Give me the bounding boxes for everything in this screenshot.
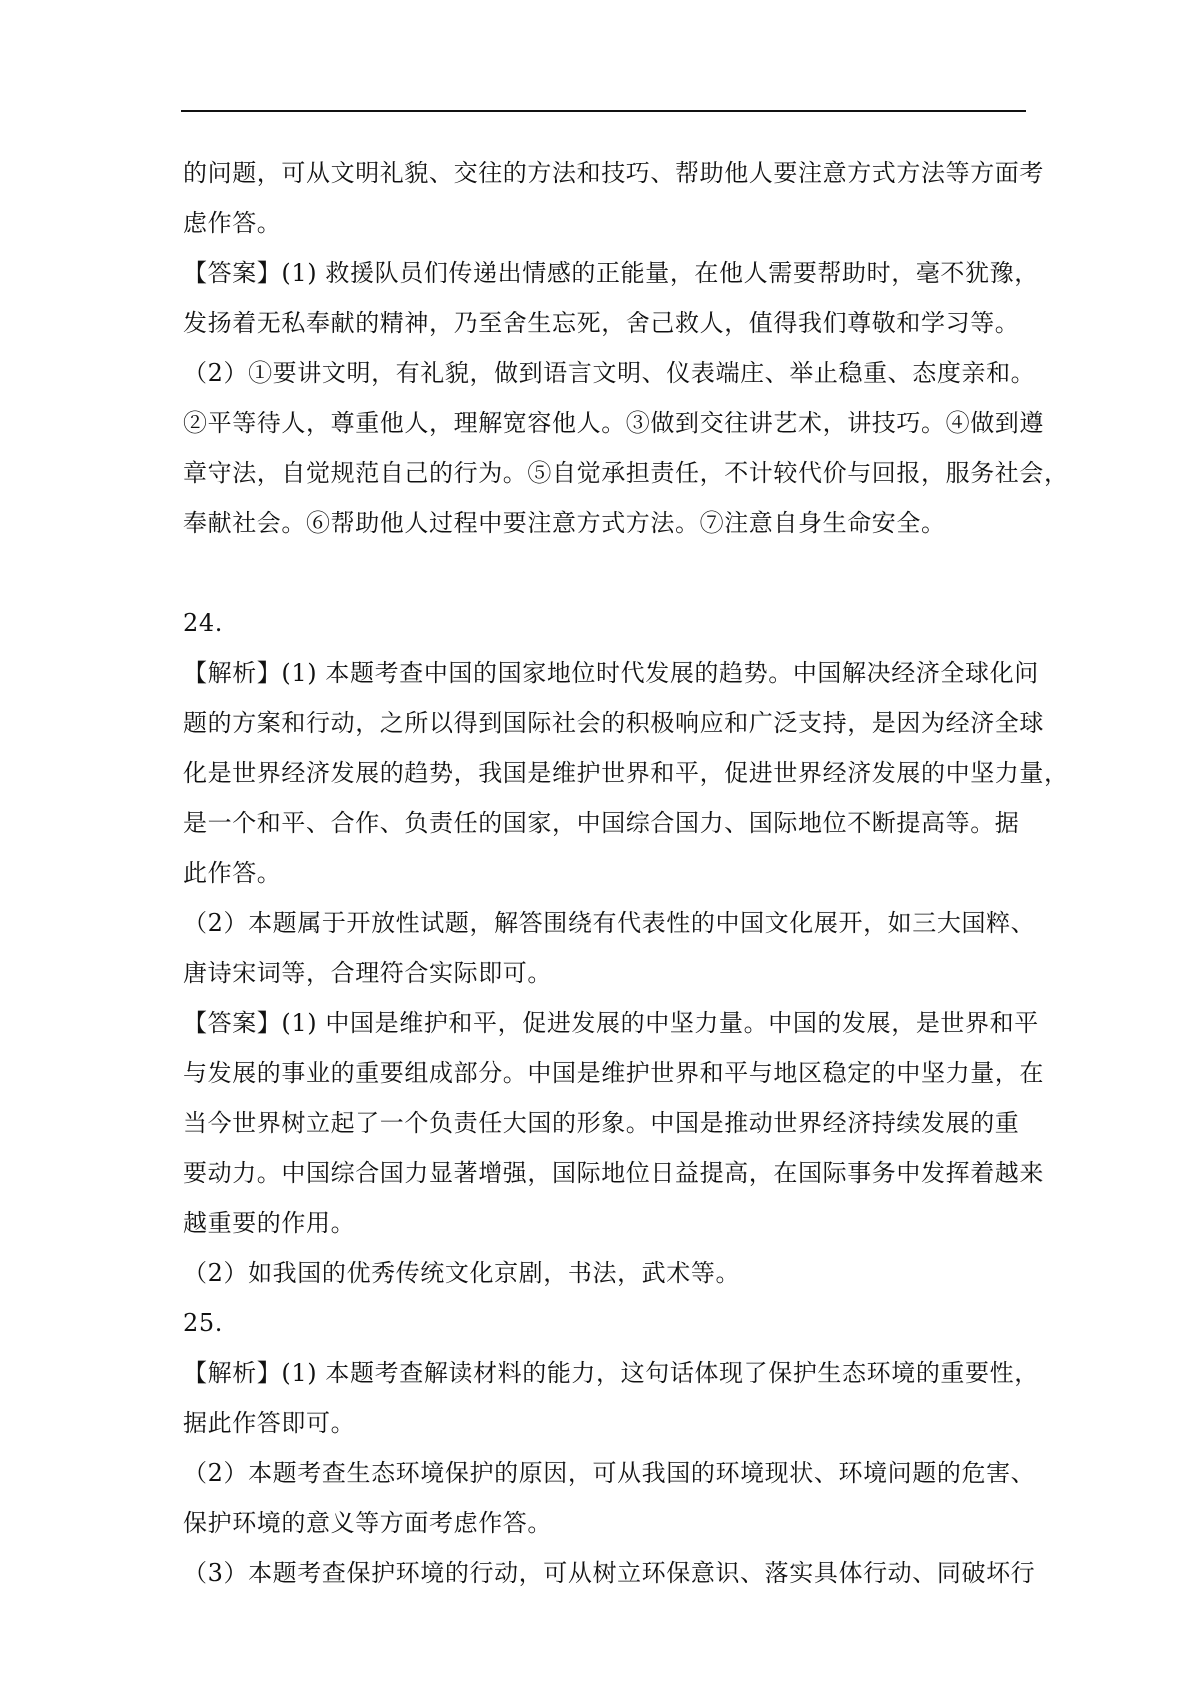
text-line: 虑作答。: [183, 209, 282, 237]
text-line: （2）本题考查生态环境保护的原因，可从我国的环境现状、环境问题的危害、: [183, 1459, 1036, 1487]
document-body: [183, 148, 1069, 1598]
text-line: （2）如我国的优秀传统文化京剧，书法，武术等。: [183, 1259, 741, 1287]
blank-line: [183, 548, 1028, 598]
text-line: 题的方案和行动，之所以得到国际社会的积极响应和广泛支持，是因为经济全球: [183, 709, 1044, 737]
text-line: （3）本题考查保护环境的行动，可从树立环保意识、落实具体行动、同破坏行: [183, 1559, 1036, 1587]
text-line: 唐诗宋词等，合理符合实际即可。: [183, 959, 552, 987]
text-line: 当今世界树立起了一个负责任大国的形象。中国是推动世界经济持续发展的重: [183, 1109, 1020, 1137]
question-number: 25.: [183, 1309, 223, 1337]
text-line: 章守法，自觉规范自己的行为。⑤自觉承担责任，不计较代价与回报，服务社会，: [183, 459, 1069, 487]
text-line: ②平等待人，尊重他人，理解宽容他人。③做到交往讲艺术，讲技巧。④做到遵: [183, 409, 1044, 437]
text-line: 据此作答即可。: [183, 1409, 356, 1437]
text-line: 保护环境的意义等方面考虑作答。: [183, 1509, 552, 1537]
text-line: 的问题，可从文明礼貌、交往的方法和技巧、帮助他人要注意方式方法等方面考: [183, 159, 1044, 187]
text-line: 发扬着无私奉献的精神，乃至舍生忘死，舍己救人，值得我们尊敬和学习等。: [183, 309, 1020, 337]
text-line: （2）①要讲文明，有礼貌，做到语言文明、仪表端庄、举止稳重、态度亲和。: [183, 359, 1036, 387]
text-line: 化是世界经济发展的趋势，我国是维护世界和平，促进世界经济发展的中坚力量，: [183, 759, 1069, 787]
text-line: 是一个和平、合作、负责任的国家，中国综合国力、国际地位不断提高等。据: [183, 809, 1020, 837]
answer-line: 【答案】(1) 中国是维护和平，促进发展的中坚力量。中国的发展，是世界和平: [183, 1009, 1039, 1037]
text-line: 越重要的作用。: [183, 1209, 356, 1237]
text-line: 要动力。中国综合国力显著增强，国际地位日益提高，在国际事务中发挥着越来: [183, 1159, 1044, 1187]
text-line: 奉献社会。⑥帮助他人过程中要注意方式方法。⑦注意自身生命安全。: [183, 509, 946, 537]
analysis-line: 【解析】(1) 本题考查解读材料的能力，这句话体现了保护生态环境的重要性，: [183, 1359, 1039, 1387]
answer-line: 【答案】(1) 救援队员们传递出情感的正能量，在他人需要帮助时，毫不犹豫，: [183, 259, 1039, 287]
text-line: 与发展的事业的重要组成部分。中国是维护世界和平与地区稳定的中坚力量，在: [183, 1059, 1044, 1087]
question-number: 24.: [183, 609, 223, 637]
text-line: （2）本题属于开放性试题，解答围绕有代表性的中国文化展开，如三大国粹、: [183, 909, 1036, 937]
text-line: 此作答。: [183, 859, 282, 887]
header-rule: [181, 110, 1026, 112]
analysis-line: 【解析】(1) 本题考查中国的国家地位时代发展的趋势。中国解决经济全球化问: [183, 659, 1039, 687]
